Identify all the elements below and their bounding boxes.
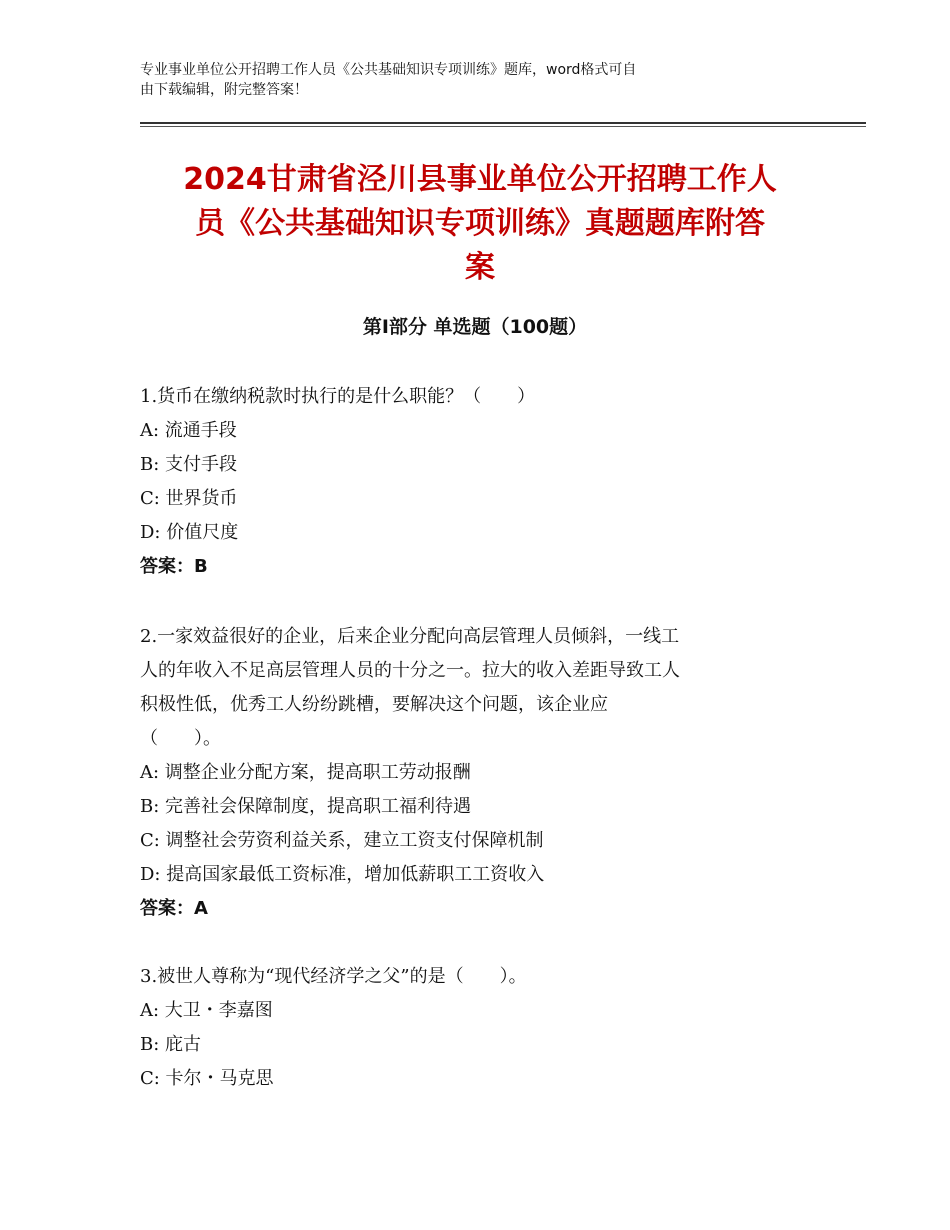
option-a: A: 大卫・李嘉图 (140, 1000, 273, 1021)
option-b: B: 完善社会保障制度，提高职工福利待遇 (140, 796, 472, 817)
header-note-line: 由下载编辑，附完整答案！ (140, 82, 308, 98)
answer: 答案：B (140, 556, 208, 577)
header-note (140, 60, 820, 100)
answer: 答案：A (140, 898, 208, 919)
question-stem: 人的年收入不足高层管理人员的十分之一。拉大的收入差距导致工人 (140, 660, 680, 681)
option-c: C: 卡尔・马克思 (140, 1068, 274, 1089)
title-line: 案 (465, 250, 495, 285)
option-d: D: 提高国家最低工资标准，增加低薪职工工资收入 (140, 864, 545, 885)
option-a: A: 流通手段 (140, 420, 237, 441)
option-b: B: 支付手段 (140, 454, 238, 475)
question-stem: 1.货币在缴纳税款时执行的是什么职能？（ ） (140, 386, 536, 407)
header-divider (140, 122, 866, 124)
header-note-line: 专业事业单位公开招聘工作人员《公共基础知识专项训练》题库，word格式可自 (140, 62, 637, 78)
title-line: 2024甘肃省泾川县事业单位公开招聘工作人 (183, 162, 777, 197)
question-stem: （ ）。 (140, 728, 221, 749)
question-3 (140, 960, 800, 1096)
header-divider-thin (140, 126, 866, 127)
question-1 (140, 380, 800, 584)
question-stem: 2.一家效益很好的企业，后来企业分配向高层管理人员倾斜，一线工 (140, 626, 680, 647)
question-2 (140, 620, 800, 926)
question-stem: 积极性低，优秀工人纷纷跳槽，要解决这个问题，该企业应 (140, 694, 608, 715)
section-heading: 第Ⅰ部分 单选题（100题） (362, 316, 588, 338)
title-line: 员《公共基础知识专项训练》真题题库附答 (195, 206, 765, 241)
question-stem: 3.被世人尊称为“现代经济学之父”的是（ ）。 (140, 966, 527, 987)
option-c: C: 调整社会劳资利益关系，建立工资支付保障机制 (140, 830, 544, 851)
option-d: D: 价值尺度 (140, 522, 239, 543)
page-title (140, 158, 820, 290)
option-c: C: 世界货币 (140, 488, 238, 509)
option-a: A: 调整企业分配方案，提高职工劳动报酬 (140, 762, 471, 783)
option-b: B: 庇古 (140, 1034, 202, 1055)
